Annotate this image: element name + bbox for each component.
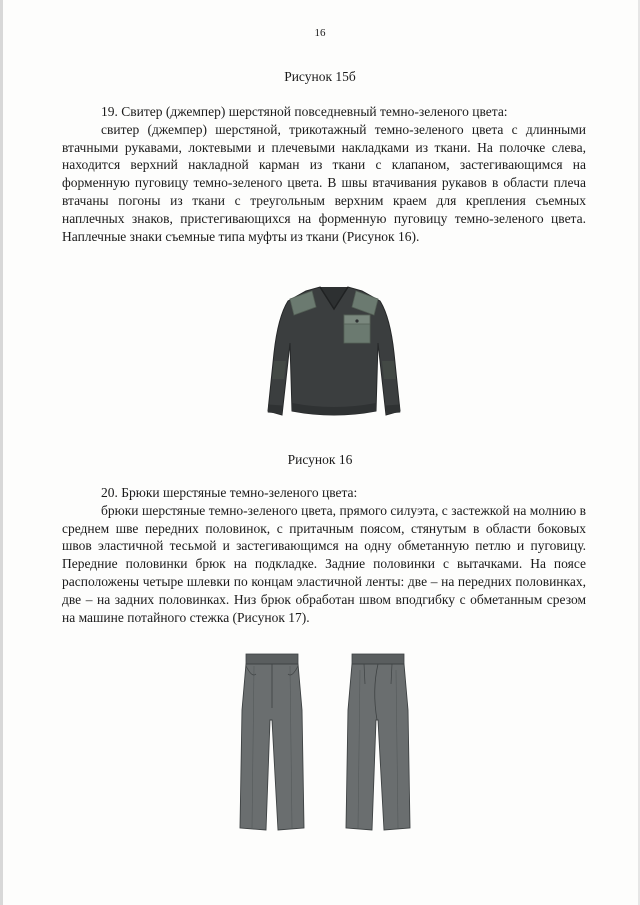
- section-19-body: свитер (джемпер) шерстяной, трикотажный темно-зеленого цвета с длинными втачными рукавами, локтевыми и плечевыми накладками из ткани. На полочке слева, находится верхний накладной карман из ткани с клапаном, застегивающимся на форменную пуговицу темно-зеленого цвета. В швы втачивания рукавов в области плеча втачаны погоны из ткани с треугольным верхним краем для крепления съемных наплечных знаков, пристегивающихся на форменную пуговицу темно-зеленого цвета. Наплечные знаки съемные типа муфты из ткани (Рисунок 16).: [62, 121, 586, 244]
- figure-caption-15b: Рисунок 15б: [284, 69, 356, 84]
- trousers-front-image: [240, 654, 304, 830]
- page-number: 16: [314, 27, 326, 39]
- sweater-figure: [262, 283, 406, 425]
- section-19-heading: 19. Свитер (джемпер) шерстяной повседневный темно-зеленого цвета:: [101, 104, 508, 119]
- figure-caption-16: Рисунок 16: [287, 452, 353, 467]
- section-20-body: брюки шерстяные темно-зеленого цвета, прямого силуэта, с застежкой на молнию в среднем шве передних половинок, с притачным поясом, стянутым в области боковых швов эластичной тесьмой и застегивающимся на одну обметанную петлю и пуговицу. Передние половинки брюк на подкладке. Задние половинки с вытачками. На поясе расположены четыре шлевки по концам эластичной ленты: две – на передних половинках, две – на задних половинках. Низ брюк обработан швом вподгибку с обметанным срезом на машине потайного стежка (Рисунок 17).: [62, 502, 586, 625]
- section-20: [62, 484, 586, 626]
- trousers-back-image: [346, 654, 410, 830]
- section-19: [62, 103, 586, 245]
- sweater-image: [268, 287, 401, 415]
- trousers-figure: [232, 650, 418, 836]
- section-20-heading: 20. Брюки шерстяные темно-зеленого цвета:: [101, 485, 358, 500]
